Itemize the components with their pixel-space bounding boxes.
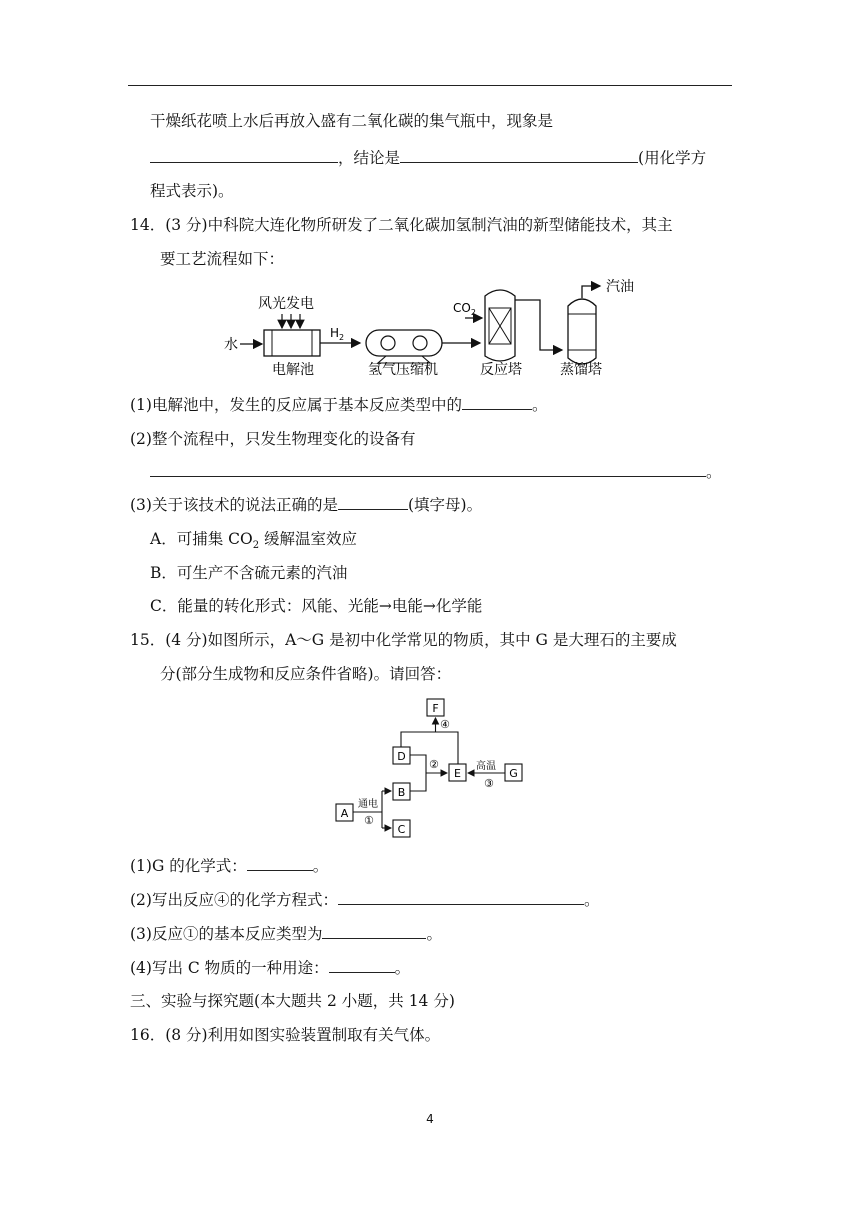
reactor-label: 反应塔 [480,362,522,378]
q14-sub-3: (3)关于该技术的说法正确的是 (填字母)。 [130,496,483,514]
q14-sub-2: (2)整个流程中，只发生物理变化的设备有 [130,430,416,448]
q15-sub-2: (2)写出反应④的化学方程式： 。 [130,891,600,909]
svg-text:C: C [397,823,406,836]
svg-text:通电: 通电 [358,799,378,810]
distill-label: 蒸馏塔 [560,362,602,378]
svg-text:A: A [340,807,349,820]
answer-blank[interactable] [338,890,584,905]
svg-text:G: G [509,767,518,780]
q14-sub-1: (1)电解池中，发生的反应属于基本反应类型中的 。 [130,396,548,414]
q15-sub-4: (4)写出 C 物质的一种用途： 。 [130,959,411,977]
power-label: 风光发电 [258,296,314,312]
svg-text:②: ② [429,758,439,771]
q14-stem-2: 要工艺流程如下： [160,250,285,268]
answer-blank[interactable] [150,462,706,477]
gasoline-label: 汽油 [606,279,634,295]
q15-sub-1: (1)G 的化学式： 。 [130,857,329,875]
answer-blank[interactable] [322,924,426,939]
svg-text:D: D [397,750,406,763]
q15-stem-1: 15．(4 分)如图所示，A～G 是初中化学常见的物质，其中 G 是大理石的主要成 [130,631,677,649]
answer-blank[interactable] [338,495,408,510]
q14-option-b: B．可生产不含硫元素的汽油 [150,564,348,582]
answer-blank[interactable] [150,148,338,163]
q14-option-c: C．能量的转化形式：风能、光能→电能→化学能 [150,597,483,615]
water-label: 水 [224,337,238,353]
q15-stem-2: 分(部分生成物和反应条件省略)。请回答： [160,665,452,683]
svg-text:④: ④ [440,718,450,731]
answer-blank[interactable] [247,856,313,871]
svg-text:F: F [432,702,439,715]
q15-sub-3: (3)反应①的基本反应类型为 。 [130,925,442,943]
answer-blank[interactable] [400,148,638,163]
cell-label: 电解池 [272,362,314,378]
q15-relation-diagram [330,692,530,842]
svg-text:①: ① [364,814,374,827]
q14-stem-1: 14．(3 分)中科院大连化物所研发了二氧化碳加氢制汽油的新型储能技术，其主 [130,216,673,234]
svg-text:E: E [454,767,461,780]
q14-process-diagram [210,270,680,385]
compressor-label: 氢气压缩机 [368,362,438,378]
svg-text:③: ③ [484,777,494,790]
header-rule [128,85,732,86]
section-3-heading: 三、实验与探究题(本大题共 2 小题，共 14 分) [130,992,455,1010]
svg-text:B: B [397,786,406,799]
prev-line-2: ，结论是 (用化学方 [150,147,706,169]
answer-blank[interactable] [329,958,395,973]
q16-stem: 16．(8 分)利用如图实验装置制取有关气体。 [130,1026,441,1044]
answer-blank[interactable] [462,395,532,410]
prev-line-3: 程式表示)。 [150,182,234,200]
svg-text:高温: 高温 [476,761,496,772]
page-number: 4 [426,1112,434,1126]
q14-option-a: A．可捕集 $CO_2$ 缓解温室效应 [150,530,358,552]
prev-line-1: 干燥纸花喷上水后再放入盛有二氧化碳的集气瓶中，现象是 [150,112,554,130]
distillation-tower [568,299,596,364]
hydrogen-compressor [366,330,442,356]
co2-label: $CO_2$ [453,301,476,317]
q14-sub-2-answer: 。 [150,461,722,483]
h2-label: $H_2$ [330,326,345,342]
